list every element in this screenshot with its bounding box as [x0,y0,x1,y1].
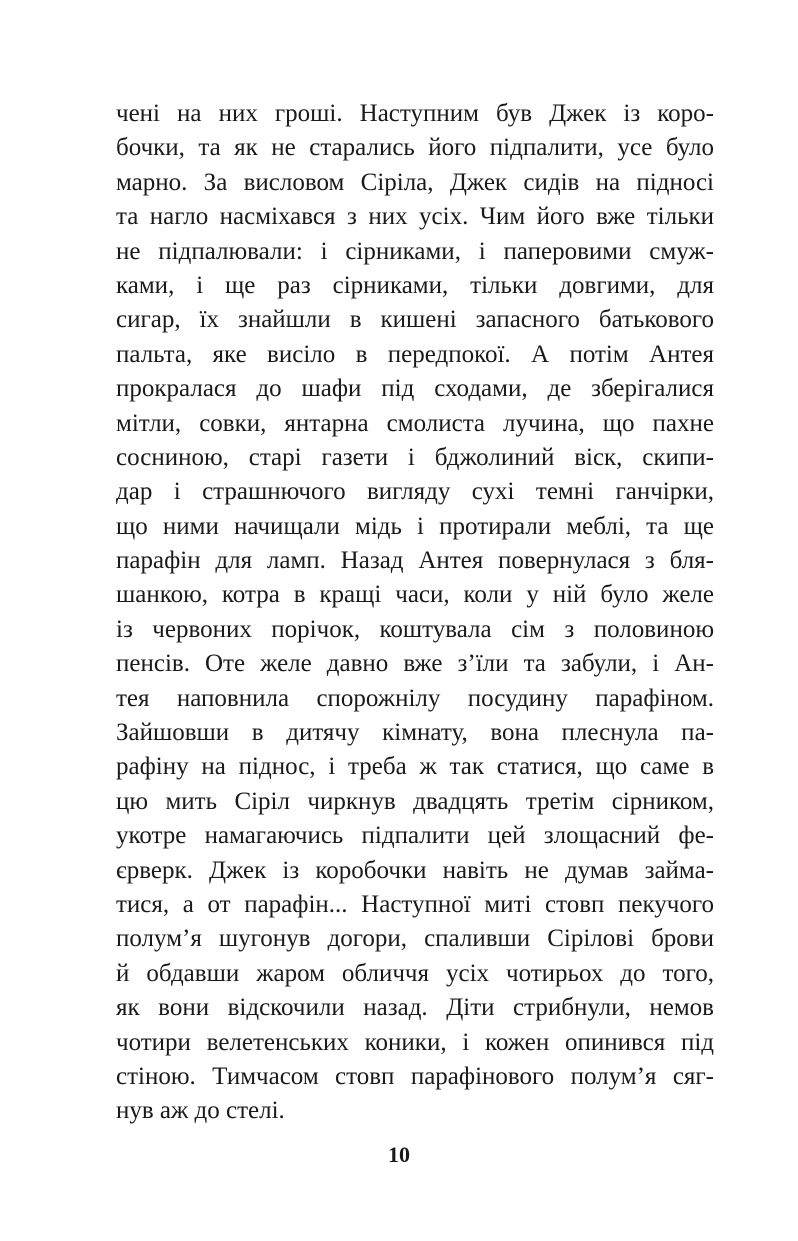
text-line: бочки, та як не старались його підпалити, усе було [116,134,714,162]
text-line: стіною. Тимчасом стовп парафінового полум’я сяг- [116,1062,714,1090]
text-line: мітли, совки, янтарна смолиста лучина, що пахне [116,409,714,437]
page-number: 10 [388,1142,410,1167]
text-line: не підпалювали: і сірниками, і паперовими смуж- [116,237,714,265]
text-line: пальта, яке висіло в передпокої. А потім Антея [116,340,714,368]
text-line: чені на них гроші. Наступним був Джек із коро- [116,100,714,127]
text-line: тея наповнила спорожнілу посудину парафіном. [116,684,714,712]
text-line: цю мить Сіріл чиркнув двадцять третім сірником, [116,787,714,815]
body-text [116,97,714,1129]
text-line: укотре намагаючись підпалити цей злощасний фе- [116,822,714,850]
text-line: із червоних порічок, коштувала сім з половиною [116,615,714,643]
text-line: рафіну на піднос, і треба ж так статися, що саме в [116,753,714,781]
text-line: що ними начищали мідь і протирали меблі, та ще [116,512,714,540]
text-line: чотири велетенських коники, і кожен опинився під [116,1028,714,1056]
text-line: єрверк. Джек із коробочки навіть не думав займа- [116,856,714,884]
text-line: та нагло насміхався з них усіх. Чим його вже тільки [116,203,714,231]
text-line: сигар, їх знайшли в кишені запасного батькового [116,306,714,334]
text-line: полум’я шугонув догори, спаливши Сірілові брови [116,925,714,953]
text-line: нув аж до стелі. [116,1097,285,1125]
text-line: прокралася до шафи під сходами, де зберігалися [116,375,714,403]
text-line: ками, і ще раз сірниками, тільки довгими, для [116,271,714,299]
text-line: й обдавши жаром обличчя усіх чотирьох до того, [116,959,714,987]
text-line: пенсів. Оте желе давно вже з’їли та забули, і Ан- [116,650,714,678]
text-line: парафін для ламп. Назад Антея повернулася з бля- [116,547,714,575]
text-line: сосниною, старі газети і бджолиний віск, скипи- [116,443,714,471]
text-line: шанкою, котра в кращі часи, коли у ній було желе [116,581,714,609]
text-line: як вони відскочили назад. Діти стрибнули, немов [116,994,714,1022]
text-line: дар і страшнючого вигляду сухі темні ганчірки, [116,478,714,506]
text-line: тися, а от парафін... Наступної миті стовп пекучого [116,890,714,918]
text-line: марно. За висловом Сіріла, Джек сидів на підносі [116,168,714,196]
text-line: Зайшовши в дитячу кімнату, вона плеснула па- [116,719,714,747]
